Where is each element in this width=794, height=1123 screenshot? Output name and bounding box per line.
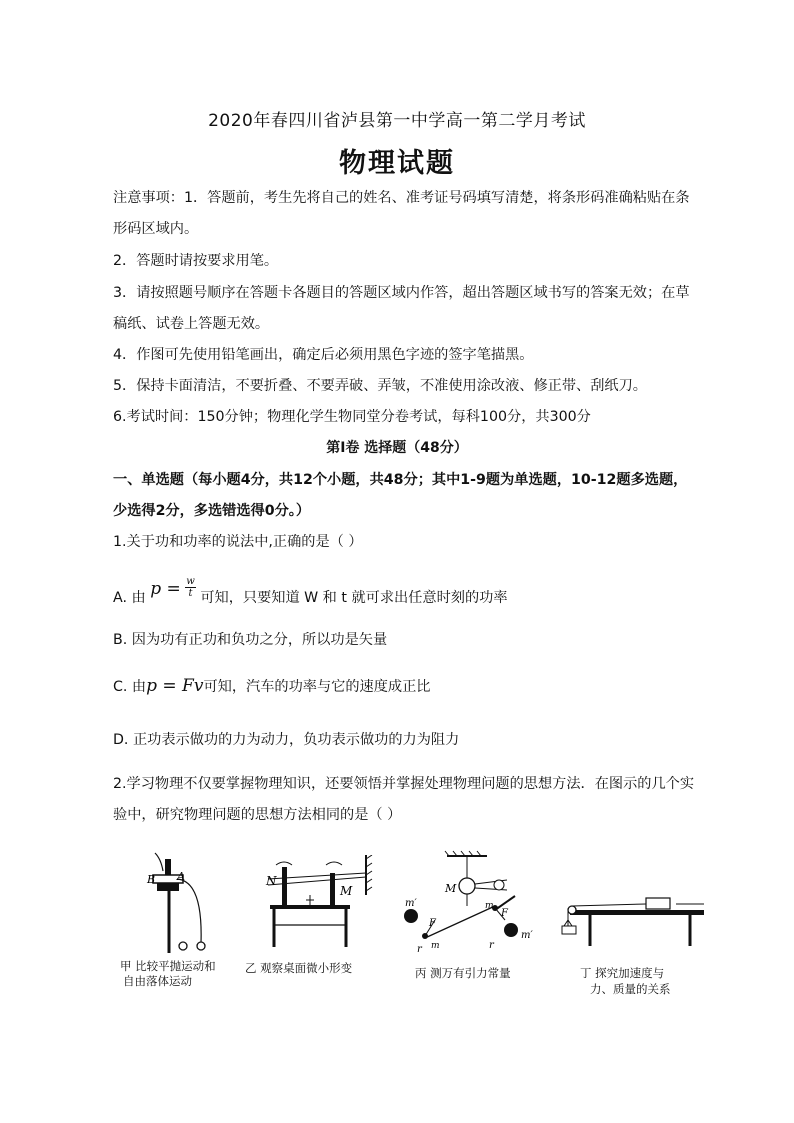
figure-ding-diagram [560,890,710,950]
exam-subtitle: 2020年春四川省泸县第一中学高一第二学月考试 [208,111,586,131]
figure-jia-caption-2: 自由落体运动 [123,974,192,988]
notes-line-8: 6.考试时间：150分钟；物理化学生物同堂分卷考试，每科100分，共300分 [113,409,591,425]
q1-c-formula: p = Fv [146,676,204,696]
label-r-2: r [489,940,494,951]
label-M-bing: M [445,882,457,895]
label-m-1: m [431,941,440,951]
label-B: B [147,873,156,886]
q2-line-2: 验中，研究物理问题的思想方法相同的是（ ） [113,807,402,823]
label-F-1: F [429,918,436,929]
label-M-yi: M [340,884,353,898]
label-F-2: F [501,908,508,919]
q1-option-d: D. 正功表示做功的力为动力，负功表示做功的力为阻力 [113,732,460,748]
label-r-1: r [417,944,422,955]
label-m-2: m [485,901,494,911]
q1-option-b: B. 因为功有正功和负功之分，所以功是矢量 [113,632,388,648]
section-heading: 第Ⅰ卷 选择题（48分） [326,440,468,456]
q2-line-1: 2.学习物理不仅要掌握物理知识，还要领悟并掌握处理物理问题的思想方法．在图示的几个实 [113,776,695,792]
label-m-prime-2: m′ [521,930,533,941]
figure-jia-diagram [125,845,235,960]
label-m-prime-1: m′ [405,898,417,909]
q1-a-fraction: $\frac{w}{t}$ [186,576,195,599]
notes-line-2: 形码区域内。 [113,221,199,237]
notes-line-7: 5．保持卡面清洁，不要折叠、不要弄破、弄皱，不准使用涂改液、修正带、刮纸刀。 [113,378,647,394]
notes-line-4: 3．请按照题号顺序在答题卡各题目的答题区域内作答，超出答题区域书写的答案无效；在草 [113,285,690,301]
label-A: A [177,870,185,883]
figure-yi-diagram [250,855,378,950]
q1-option-a [113,572,508,606]
label-N: N [266,874,277,888]
figure-bing-diagram [395,850,545,960]
q1-stem: 1.关于功和功率的说法中,正确的是（ ） [113,534,363,550]
figure-ding-caption-2: 力、质量的关系 [590,982,671,996]
exam-title: 物理试题 [339,148,455,179]
section-instruction-2: 少选得2分，多选错选得0分。） [113,503,311,519]
q1-a-prefix: A. 由 [113,589,146,606]
notes-line-6: 4．作图可先使用铅笔画出，确定后必须用黑色字迹的签字笔描黑。 [113,347,534,363]
q1-a-formula-lhs: p = [150,578,181,599]
notes-line-3: 2．答题时请按要求用笔。 [113,253,279,269]
notes-line-5: 稿纸、试卷上答题无效。 [113,316,270,332]
q1-option-c [113,676,430,696]
notes-line-1: 注意事项：1．答题前，考生先将自己的姓名、准考证号码填写清楚，将条形码准确粘贴在条 [113,190,690,206]
q1-a-suffix: 可知，只要知道 W 和 t 就可求出任意时刻的功率 [200,589,508,606]
q1-c-prefix: C. 由 [113,679,147,695]
q1-c-suffix: 可知，汽车的功率与它的速度成正比 [203,679,431,695]
figure-yi-caption: 乙 观察桌面微小形变 [245,961,353,975]
figure-jia-caption-1: 甲 比较平抛运动和 [120,959,216,973]
section-instruction-1: 一、单选题（每小题4分，共12个小题，共48分；其中1-9题为单选题，10-12题多选题， [113,472,688,488]
figure-ding-caption-1: 丁 探究加速度与 [580,966,665,980]
figure-bing-caption: 丙 测万有引力常量 [415,966,511,980]
